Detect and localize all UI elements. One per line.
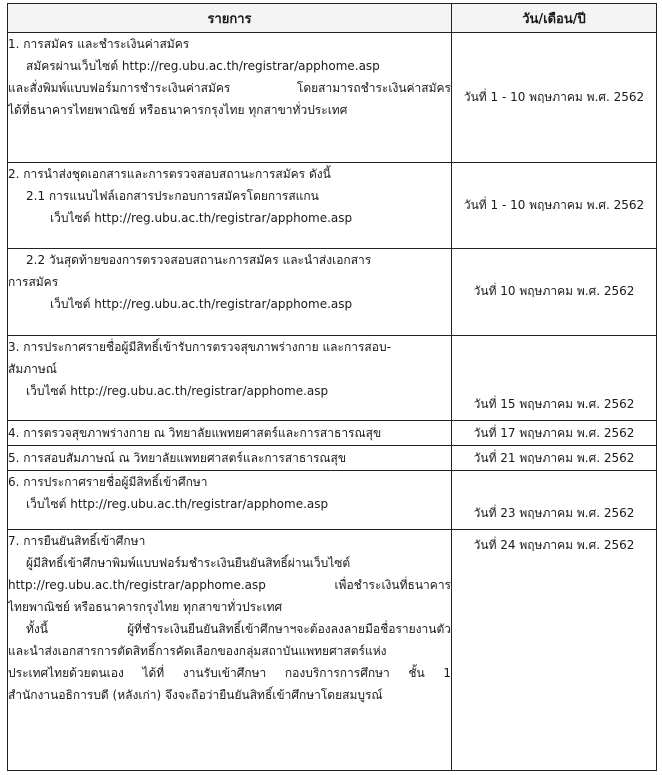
table-row [8, 162, 657, 248]
item-line: http://reg.ubu.ac.th/registrar/apphome.asp เพื่อชำระเงินที่ธนาคาร [8, 578, 451, 593]
item-line: ทั้งนี้ ผู้ที่ชำระเงินยืนยันสิทธิ์เข้าศึกษาฯจะต้องลงลายมือชื่อรายงานตัว [26, 622, 451, 637]
date-cell: วันที่ 21 พฤษภาคม พ.ศ. 2562 [452, 446, 657, 471]
item-line: และสั่งพิมพ์แบบฟอร์มการชำระเงินค่าสมัคร โดยสามารถชำระเงินค่าสมัคร [8, 81, 451, 96]
item-line: สัมภาษณ์ [8, 361, 57, 376]
item-cell [8, 420, 452, 445]
header-item: รายการ [8, 4, 452, 33]
item-line: 3. การประกาศรายชื่อผู้มีสิทธิ์เข้ารับการตรวจสุขภาพร่างกาย และการสอบ- [8, 339, 391, 354]
item-line: 2.2 วันสุดท้ายของการตรวจสอบสถานะการสมัคร และนำส่งเอกสาร [26, 252, 372, 267]
item-line: 1. การสมัคร และชำระเงินค่าสมัคร [8, 37, 190, 52]
table-row [8, 335, 657, 420]
item-line: เว็บไซต์ http://reg.ubu.ac.th/registrar/apphome.asp [26, 383, 329, 398]
table-row [8, 471, 657, 530]
date-cell: วันที่ 10 พฤษภาคม พ.ศ. 2562 [452, 248, 657, 335]
item-line: 7. การยืนยันสิทธิ์เข้าศึกษา [8, 534, 146, 549]
date-cell: วันที่ 24 พฤษภาคม พ.ศ. 2562 [452, 530, 657, 771]
header-row [8, 4, 657, 33]
table-row [8, 420, 657, 445]
item-cell [8, 335, 452, 420]
item-cell [8, 248, 452, 335]
date-cell: วันที่ 1 - 10 พฤษภาคม พ.ศ. 2562 [452, 162, 657, 248]
table-row [8, 248, 657, 335]
item-line: 5. การสอบสัมภาษณ์ ณ วิทยาลัยแพทยศาสตร์และการสาธารณสุข [8, 451, 347, 466]
item-cell [8, 471, 452, 530]
item-line: ไทยพาณิชย์ หรือธนาคารกรุงไทย ทุกสาขาทั่วประเทศ [8, 600, 283, 615]
date-cell: วันที่ 17 พฤษภาคม พ.ศ. 2562 [452, 420, 657, 445]
item-cell [8, 162, 452, 248]
item-line: เว็บไซต์ http://reg.ubu.ac.th/registrar/apphome.asp [50, 210, 353, 225]
table-row [8, 446, 657, 471]
item-line: สมัครผ่านเว็บไซต์ http://reg.ubu.ac.th/registrar/apphome.asp [26, 59, 380, 74]
item-line: ได้ที่ธนาคารไทยพาณิชย์ หรือธนาคารกรุงไทย ทุกสาขาทั่วประเทศ [8, 103, 348, 118]
item-cell [8, 530, 452, 771]
schedule-table [7, 3, 657, 771]
item-line: การสมัคร [8, 274, 59, 289]
item-cell [8, 446, 452, 471]
item-line: เว็บไซต์ http://reg.ubu.ac.th/registrar/apphome.asp [50, 296, 353, 311]
item-line: สำนักงานอธิการบดี (หลังเก่า) จึงจะถือว่ายืนยันสิทธิ์เข้าศึกษาโดยสมบูรณ์ [8, 688, 383, 703]
item-line: ผู้มีสิทธิ์เข้าศึกษาพิมพ์แบบฟอร์มชำระเงินยืนยันสิทธิ์ผ่านเว็บไซต์ [26, 556, 351, 571]
item-line: และนำส่งเอกสารการตัดสิทธิ์การคัดเลือกของกลุ่มสถาบันแพทยศาสตร์แห่ง [8, 644, 387, 659]
item-line: 6. การประกาศรายชื่อผู้มีสิทธิ์เข้าศึกษา [8, 475, 208, 490]
table-row [8, 530, 657, 771]
date-cell: วันที่ 1 - 10 พฤษภาคม พ.ศ. 2562 [452, 33, 657, 163]
table-row [8, 33, 657, 163]
item-cell [8, 33, 452, 163]
item-line: ประเทศไทยด้วยตนเอง ได้ที่ งานรับเข้าศึกษา กองบริการการศึกษา ชั้น 1 [8, 666, 451, 681]
date-cell: วันที่ 23 พฤษภาคม พ.ศ. 2562 [452, 471, 657, 530]
date-cell: วันที่ 15 พฤษภาคม พ.ศ. 2562 [452, 335, 657, 420]
item-line: 2. การนำส่งชุดเอกสารและการตรวจสอบสถานะการสมัคร ดังนี้ [8, 166, 331, 181]
item-line: 4. การตรวจสุขภาพร่างกาย ณ วิทยาลัยแพทยศาสตร์และการสาธารณสุข [8, 425, 382, 440]
header-date: วัน/เดือน/ปี [452, 4, 657, 33]
item-line: 2.1 การแนบไฟล์เอกสารประกอบการสมัครโดยการสแกน [26, 188, 319, 203]
item-line: เว็บไซต์ http://reg.ubu.ac.th/registrar/apphome.asp [26, 497, 329, 512]
